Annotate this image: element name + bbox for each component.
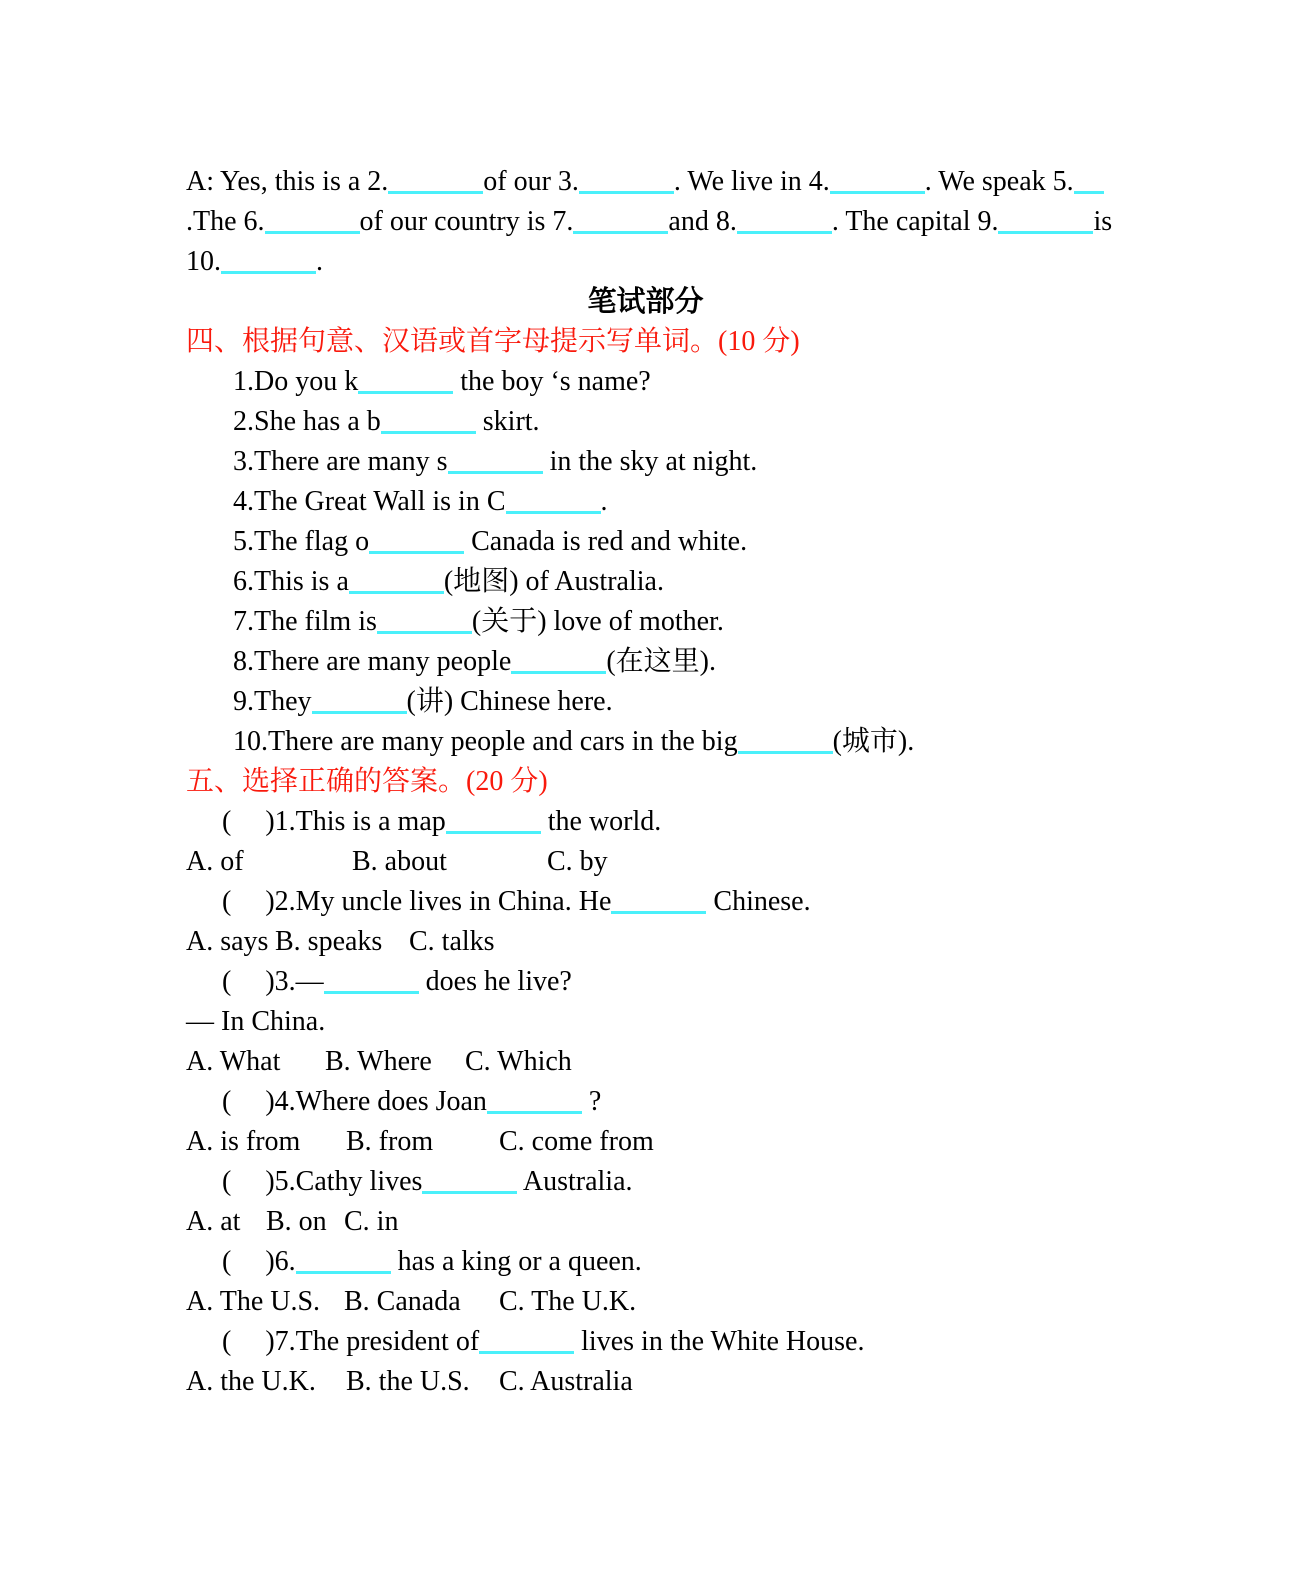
vocab-item-9 (0, 682, 1291, 722)
text-segment: does he live? (418, 966, 572, 997)
text-segment: of our 3. (483, 166, 579, 197)
answer-blank (511, 659, 606, 674)
text-segment: lives in the White House. (574, 1326, 865, 1357)
text-segment: 7.The president of (274, 1326, 480, 1357)
option-c: C. Australia (499, 1366, 633, 1397)
dialog-line-3 (0, 242, 1291, 282)
text-segment: ? (581, 1086, 602, 1117)
option-b: B. on (266, 1206, 327, 1237)
option-c: C. come from (499, 1126, 654, 1157)
option-c: C. in (344, 1206, 399, 1237)
text-segment: . The capital 9. (831, 206, 999, 237)
text-segment: Chinese. (706, 886, 811, 917)
choice-question-2 (0, 882, 1291, 922)
text-segment: 4.The Great Wall is in C (233, 486, 506, 517)
vocab-item-1 (0, 362, 1291, 402)
text-segment: . We speak 5. (924, 166, 1074, 197)
option-b: B. from (346, 1126, 434, 1157)
answer-blank (479, 1339, 574, 1354)
answer-blank (611, 899, 706, 914)
text-segment: 5.Cathy lives (274, 1166, 423, 1197)
option-a: A. at (186, 1206, 241, 1237)
option-a: A. is from (186, 1126, 301, 1157)
answer-blank-7 (573, 219, 668, 234)
text-segment: (地图) of Australia. (443, 566, 664, 597)
text-segment: 6.This is a (233, 566, 349, 597)
vocab-item-6 (0, 562, 1291, 602)
text-segment: in the sky at night. (542, 446, 758, 477)
options-line-5 (0, 1202, 1291, 1242)
text-segment: and 8. (668, 206, 737, 237)
text-segment: 3.There are many s (233, 446, 448, 477)
bracket-open: ( (222, 1166, 232, 1197)
answer-blank-9 (998, 219, 1093, 234)
text-segment: (关于) love of mother. (471, 606, 724, 637)
text-segment: 4.Where does Joan (274, 1086, 487, 1117)
option-c: C. talks (409, 926, 495, 957)
option-b: B. about (352, 846, 447, 877)
options-line-4 (0, 1122, 1291, 1162)
text-segment: skirt. (475, 406, 540, 437)
answer-blank (738, 739, 833, 754)
text-segment: 1.Do you k (233, 366, 359, 397)
text-segment: (讲) Chinese here. (406, 686, 613, 717)
vocab-item-3 (0, 442, 1291, 482)
text-segment: 3.— (274, 966, 324, 997)
answer-blank (324, 979, 419, 994)
text-segment: Australia. (517, 1166, 633, 1197)
options-line-3 (0, 1042, 1291, 1082)
text-segment: — In China. (186, 1006, 326, 1037)
vocab-item-5 (0, 522, 1291, 562)
text-segment: 7.The film is (233, 606, 377, 637)
bracket-close: ) (265, 966, 275, 997)
answer-blank (349, 579, 444, 594)
answer-blank (422, 1179, 517, 1194)
option-c: C. Which (465, 1046, 572, 1077)
option-b: B. speaks (275, 926, 383, 957)
option-a: A. The U.S. (186, 1286, 321, 1317)
vocab-item-7 (0, 602, 1291, 642)
dialog-line-2 (0, 202, 1291, 242)
text-segment: is (1093, 206, 1113, 237)
text-segment: 10. (186, 246, 221, 277)
bracket-open: ( (222, 886, 232, 917)
answer-blank (369, 539, 464, 554)
bracket-close: ) (265, 806, 275, 837)
bracket-close: ) (265, 1166, 275, 1197)
answer-blank-2 (388, 179, 483, 194)
answer-blank-5 (1074, 179, 1104, 194)
text-segment: 5.The flag o (233, 526, 370, 557)
section-five-heading: 五、选择正确的答案。(20 分) (186, 766, 548, 797)
options-line-7 (0, 1362, 1291, 1402)
vocab-item-8 (0, 642, 1291, 682)
choice-question-4 (0, 1082, 1291, 1122)
text-segment: 8.There are many people (233, 646, 512, 677)
answer-blank (296, 1259, 391, 1274)
text-segment: 2.My uncle lives in China. He (274, 886, 612, 917)
choice-question-6 (0, 1242, 1291, 1282)
choice-question-7 (0, 1322, 1291, 1362)
option-c: C. by (547, 846, 608, 877)
choice-question-5 (0, 1162, 1291, 1202)
bracket-close: ) (265, 1246, 275, 1277)
text-segment: . (600, 486, 608, 517)
answer-blank-10 (221, 259, 316, 274)
text-segment: the boy ‘s name? (453, 366, 651, 397)
answer-blank (506, 499, 601, 514)
options-line-2 (0, 922, 1291, 962)
answer-blank (358, 379, 453, 394)
answer-blank (446, 819, 541, 834)
text-segment: 2.She has a b (233, 406, 381, 437)
text-segment: of our country is 7. (359, 206, 574, 237)
text-segment: 9.They (233, 686, 312, 717)
vocab-item-2 (0, 402, 1291, 442)
bracket-close: ) (265, 886, 275, 917)
option-a: A. says (186, 926, 269, 957)
text-segment: . We live in 4. (673, 166, 830, 197)
option-c: C. The U.K. (499, 1286, 637, 1317)
choice-question-1 (0, 802, 1291, 842)
text-segment: 10.There are many people and cars in the big (233, 726, 738, 757)
bracket-open: ( (222, 1086, 232, 1117)
text-segment: the world. (540, 806, 662, 837)
answer-blank-6 (265, 219, 360, 234)
text-segment: 1.This is a map (274, 806, 446, 837)
choice-question-3 (0, 962, 1291, 1002)
bracket-open: ( (222, 1326, 232, 1357)
option-b: B. Where (325, 1046, 432, 1077)
option-b: B. Canada (344, 1286, 461, 1317)
bracket-open: ( (222, 966, 232, 997)
bracket-open: ( (222, 1246, 232, 1277)
answer-blank (377, 619, 472, 634)
options-line-1 (0, 842, 1291, 882)
text-segment: .The 6. (186, 206, 265, 237)
option-a: A. the U.K. (186, 1366, 316, 1397)
options-line-6 (0, 1282, 1291, 1322)
text-segment: A: Yes, this is a 2. (186, 166, 389, 197)
text-segment: . (316, 246, 323, 277)
answer-blank-4 (830, 179, 925, 194)
answer-line-3 (0, 1002, 1291, 1042)
dialog-line-1 (0, 162, 1291, 202)
option-a: A. of (186, 846, 244, 877)
section-four-heading: 四、根据句意、汉语或首字母提示写单词。(10 分) (186, 326, 800, 357)
answer-blank (381, 419, 476, 434)
option-a: A. What (186, 1046, 281, 1077)
text-segment: 6. (274, 1246, 296, 1277)
vocab-item-10 (0, 722, 1291, 762)
bracket-close: ) (265, 1086, 275, 1117)
text-segment: (在这里). (606, 646, 716, 677)
text-segment: Canada is red and white. (464, 526, 748, 557)
answer-blank-3 (579, 179, 674, 194)
text-segment: has a king or a queen. (390, 1246, 642, 1277)
bracket-close: ) (265, 1326, 275, 1357)
answer-blank (448, 459, 543, 474)
written-test-heading: 笔试部分 (587, 286, 704, 318)
answer-blank (487, 1099, 582, 1114)
vocab-item-4 (0, 482, 1291, 522)
text-segment: (城市). (832, 726, 915, 757)
answer-blank-8 (737, 219, 832, 234)
bracket-open: ( (222, 806, 232, 837)
answer-blank (312, 699, 407, 714)
option-b: B. the U.S. (346, 1366, 470, 1397)
